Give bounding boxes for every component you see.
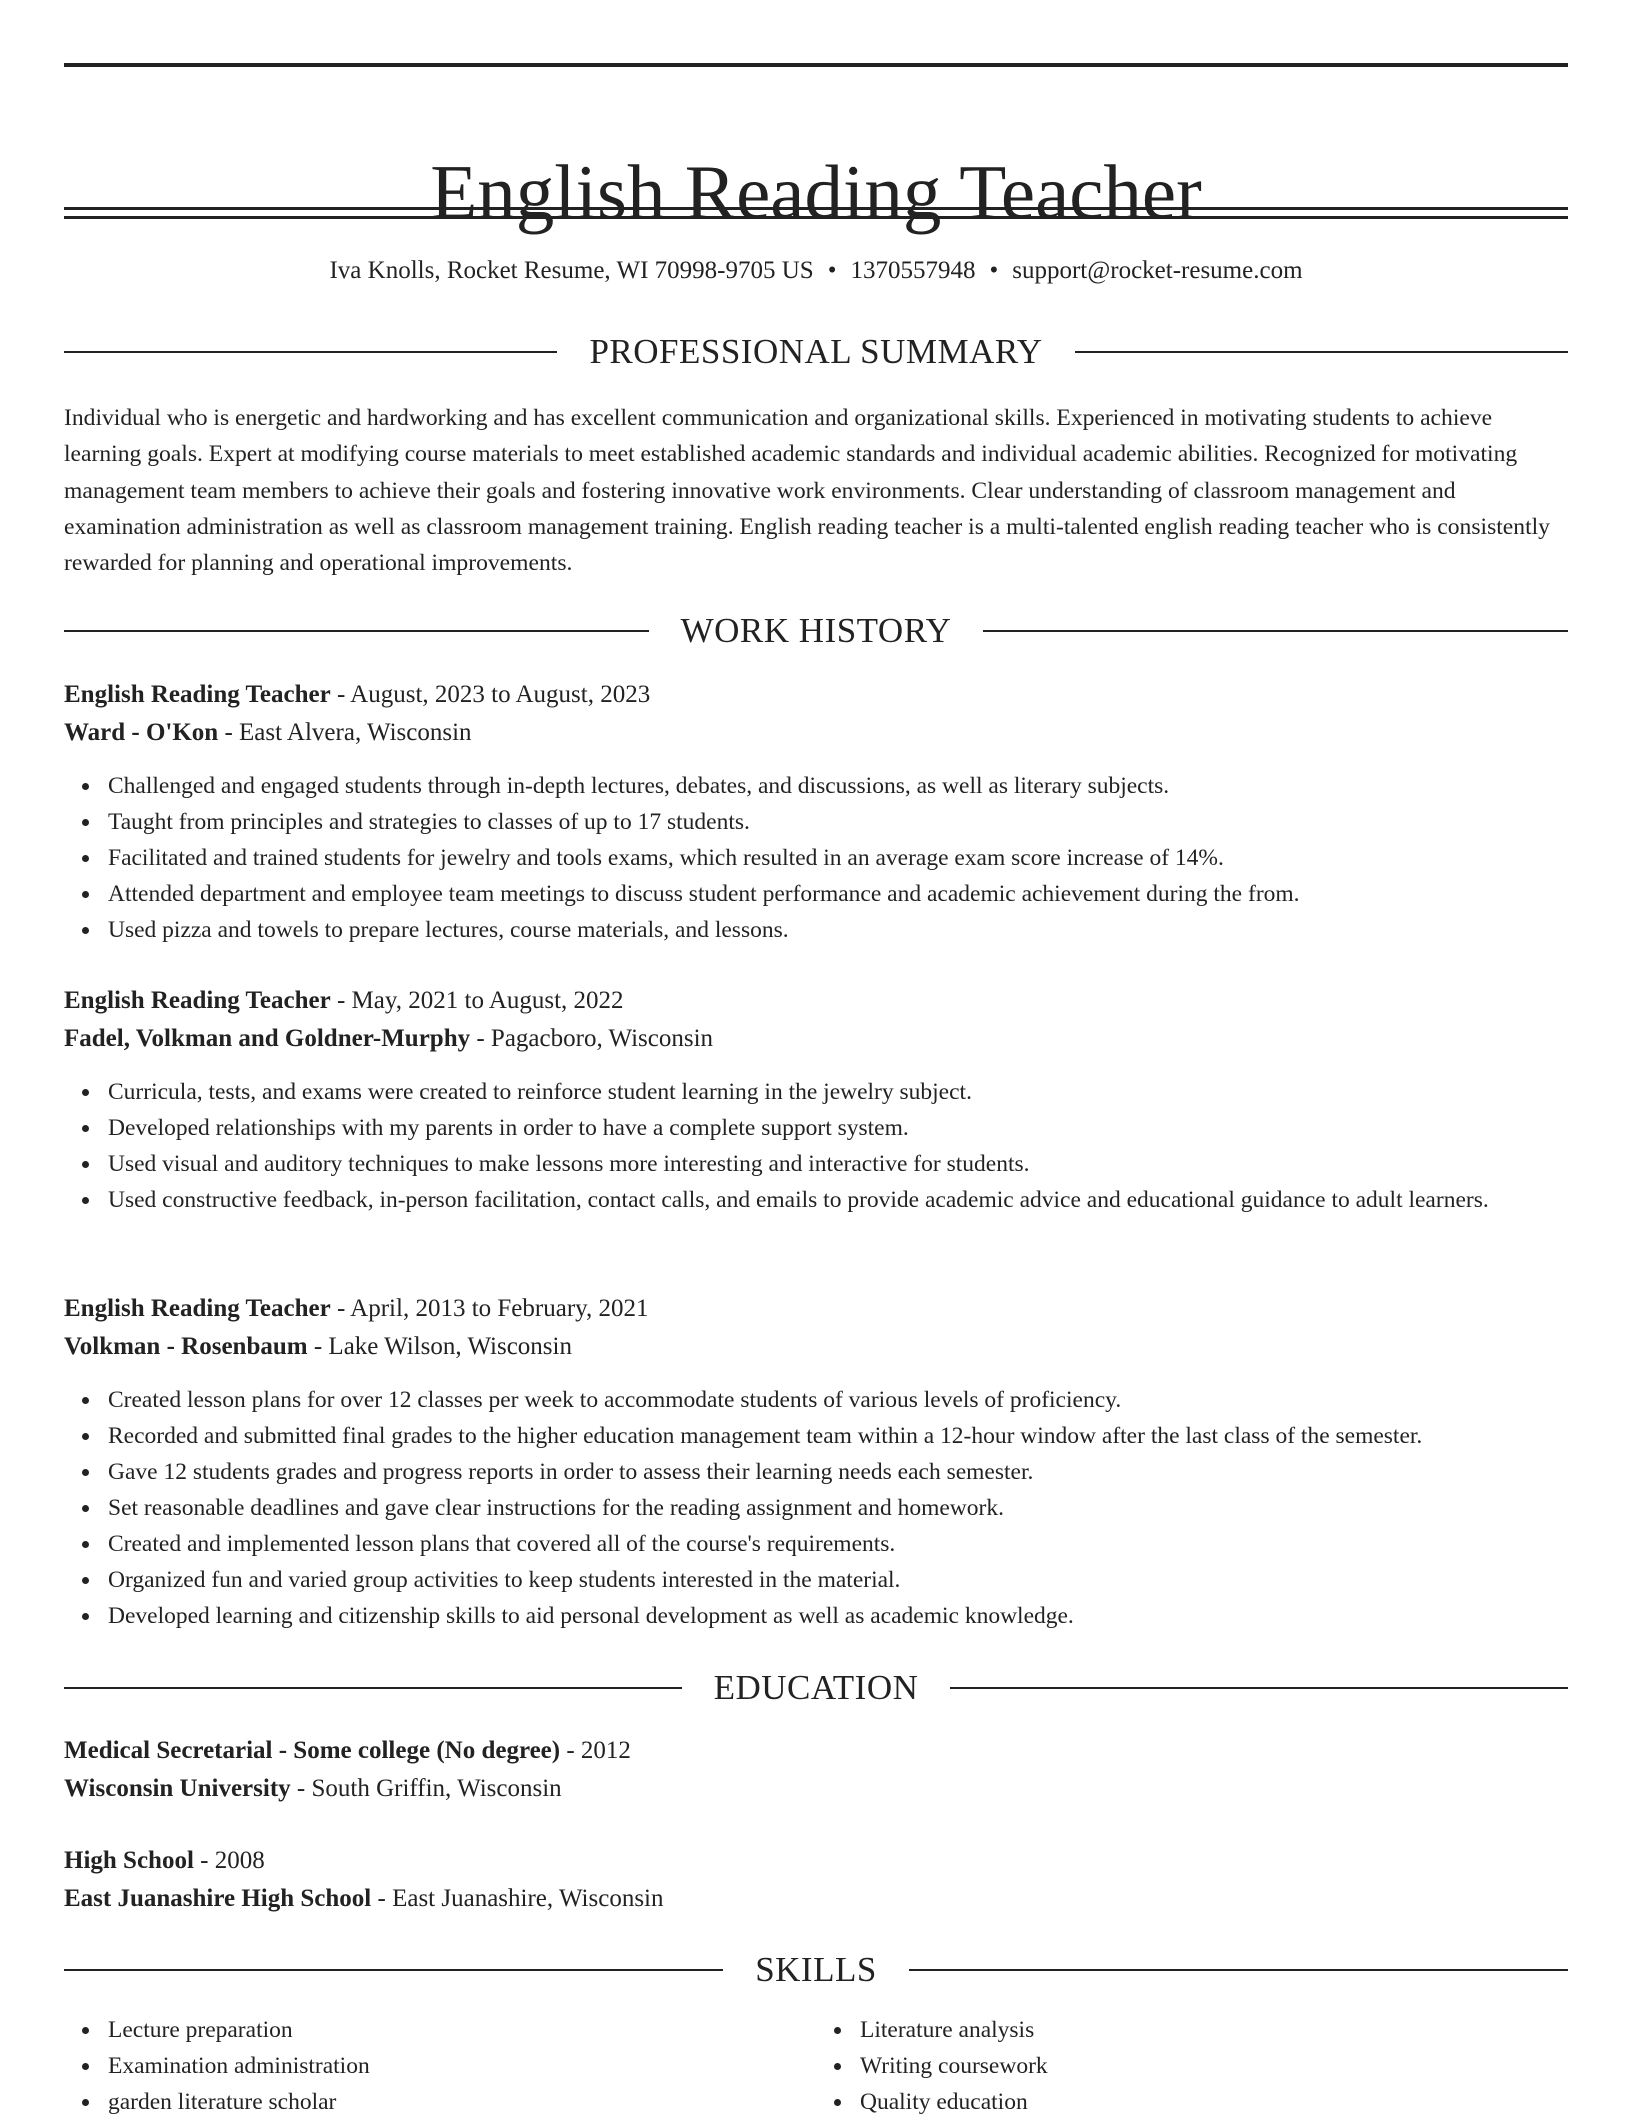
skill-item: Lecture preparation bbox=[108, 2012, 816, 2048]
section-heading-summary bbox=[64, 330, 1568, 374]
education-entry bbox=[64, 1842, 1568, 1918]
job-bullet: Facilitated and trained students for jewelry and tools exams, which resulted in an average exam score increase of 14%. bbox=[108, 840, 1568, 876]
job-bullet: Organized fun and varied group activities to keep students interested in the material. bbox=[108, 1562, 1568, 1598]
job-title: English Reading Teacher bbox=[64, 1295, 331, 1322]
skills-list bbox=[64, 2012, 1568, 2120]
job-title-line bbox=[64, 1290, 1568, 1328]
job-location: - Lake Wilson, Wisconsin bbox=[307, 1333, 572, 1360]
job-bullet: Challenged and engaged students through in-depth lectures, debates, and discussions, as well as literary subjects. bbox=[108, 768, 1568, 804]
heading-rule bbox=[909, 1969, 1568, 1971]
job-bullet: Taught from principles and strategies to classes of up to 17 students. bbox=[108, 804, 1568, 840]
job-bullet: Created and implemented lesson plans that covered all of the course's requirements. bbox=[108, 1526, 1568, 1562]
job-bullet: Developed relationships with my parents in order to have a complete support system. bbox=[108, 1110, 1568, 1146]
job-title: English Reading Teacher bbox=[64, 681, 331, 708]
section-title: SKILLS bbox=[755, 1950, 877, 1989]
heading-rule bbox=[64, 1969, 723, 1971]
education-school-line bbox=[64, 1770, 1568, 1808]
section-heading-skills bbox=[64, 1948, 1568, 1992]
job-company: Volkman - Rosenbaum bbox=[64, 1333, 308, 1360]
job-company: Fadel, Volkman and Goldner-Murphy bbox=[64, 1025, 471, 1052]
contact-phone: 1370557948 bbox=[850, 257, 976, 284]
contact-separator: • bbox=[827, 257, 837, 284]
heading-rule bbox=[950, 1687, 1568, 1689]
job-entry bbox=[64, 1290, 1568, 1634]
job-bullet: Recorded and submitted final grades to the higher education management team within a 12-hour window after the last class of the semester. bbox=[108, 1418, 1568, 1454]
section-heading-education bbox=[64, 1666, 1568, 1710]
skill-item: Literature analysis bbox=[860, 2012, 1568, 2048]
education-location: - South Griffin, Wisconsin bbox=[290, 1775, 562, 1802]
section-title: EDUCATION bbox=[713, 1668, 919, 1707]
job-bullet: Gave 12 students grades and progress reports in order to assess their learning needs each semester. bbox=[108, 1454, 1568, 1490]
job-bullet: Curricula, tests, and exams were created to reinforce student learning in the jewelry subject. bbox=[108, 1074, 1568, 1110]
section-heading-work bbox=[64, 609, 1568, 653]
education-entry bbox=[64, 1732, 1568, 1808]
job-bullet: Used visual and auditory techniques to make lessons more interesting and interactive for students. bbox=[108, 1146, 1568, 1182]
job-location: - Pagacboro, Wisconsin bbox=[470, 1025, 714, 1052]
heading-rule bbox=[1075, 351, 1568, 353]
job-bullet: Developed learning and citizenship skills to aid personal development as well as academic knowledge. bbox=[108, 1598, 1568, 1634]
section-title: WORK HISTORY bbox=[680, 611, 952, 650]
contact-line bbox=[64, 253, 1568, 289]
skill-item: garden literature scholar bbox=[108, 2084, 816, 2120]
section-title: PROFESSIONAL SUMMARY bbox=[589, 332, 1043, 371]
skill-item: Quality education bbox=[860, 2084, 1568, 2120]
contact-email: support@rocket-resume.com bbox=[1012, 257, 1303, 284]
job-company-line bbox=[64, 1328, 1568, 1366]
education-school: East Juanashire High School bbox=[64, 1885, 372, 1912]
heading-rule bbox=[64, 351, 557, 353]
education-year: - 2012 bbox=[560, 1737, 631, 1764]
job-location: - East Alvera, Wisconsin bbox=[218, 719, 472, 746]
education-degree: High School bbox=[64, 1847, 194, 1874]
job-bullet: Set reasonable deadlines and gave clear instructions for the reading assignment and homework. bbox=[108, 1490, 1568, 1526]
contact-address: Iva Knolls, Rocket Resume, WI 70998-9705 US bbox=[329, 257, 814, 284]
job-title-line bbox=[64, 982, 1568, 1020]
job-entry bbox=[64, 982, 1568, 1218]
job-bullet: Used pizza and towels to prepare lectures, course materials, and lessons. bbox=[108, 912, 1568, 948]
job-bullets bbox=[64, 768, 1568, 948]
title-double-rule bbox=[64, 207, 1568, 219]
job-bullet: Attended department and employee team meetings to discuss student performance and academic achievement during the from. bbox=[108, 876, 1568, 912]
education-degree-line bbox=[64, 1732, 1568, 1770]
job-company: Ward - O'Kon bbox=[64, 719, 219, 746]
job-bullets bbox=[64, 1074, 1568, 1218]
job-entry bbox=[64, 676, 1568, 948]
job-dates: - April, 2013 to February, 2021 bbox=[330, 1295, 649, 1322]
contact-separator: • bbox=[989, 257, 999, 284]
education-school: Wisconsin University bbox=[64, 1775, 291, 1802]
resume-title: English Reading Teacher bbox=[430, 148, 1202, 235]
education-year: - 2008 bbox=[193, 1847, 265, 1874]
job-dates: - May, 2021 to August, 2022 bbox=[330, 987, 624, 1014]
education-school-line bbox=[64, 1880, 1568, 1918]
education-location: - East Juanashire, Wisconsin bbox=[371, 1885, 664, 1912]
heading-rule bbox=[983, 630, 1568, 632]
job-company-line bbox=[64, 1020, 1568, 1058]
job-company-line bbox=[64, 714, 1568, 752]
skill-item: Writing coursework bbox=[860, 2048, 1568, 2084]
top-rule bbox=[64, 63, 1568, 67]
job-bullet: Used constructive feedback, in-person facilitation, contact calls, and emails to provide academic advice and educational guidance to adult learners. bbox=[108, 1182, 1568, 1218]
education-degree-line bbox=[64, 1842, 1568, 1880]
job-bullet: Created lesson plans for over 12 classes per week to accommodate students of various levels of proficiency. bbox=[108, 1382, 1568, 1418]
job-title-line bbox=[64, 676, 1568, 714]
skills-column-left bbox=[64, 2012, 816, 2120]
job-title: English Reading Teacher bbox=[64, 987, 331, 1014]
summary-text: Individual who is energetic and hardworking and has excellent communication and organizational skills. Experienced in motivating students to achieve learning goals. Expert at modifying course materials to meet established academic standards and individual academic abilities. Recognized for motivating management team members to achieve their goals and fostering innovative work environments. Clear understanding of classroom management and examination administration as well as classroom management training. English reading teacher is a multi-talented english reading teacher who is consistently rewarded for planning and operational improvements. bbox=[64, 405, 1550, 577]
job-dates: - August, 2023 to August, 2023 bbox=[330, 681, 651, 708]
heading-rule bbox=[64, 1687, 682, 1689]
job-bullets bbox=[64, 1382, 1568, 1634]
skills-column-right bbox=[816, 2012, 1568, 2120]
skill-item: Examination administration bbox=[108, 2048, 816, 2084]
education-degree: Medical Secretarial - Some college (No degree) bbox=[64, 1737, 561, 1764]
heading-rule bbox=[64, 630, 649, 632]
